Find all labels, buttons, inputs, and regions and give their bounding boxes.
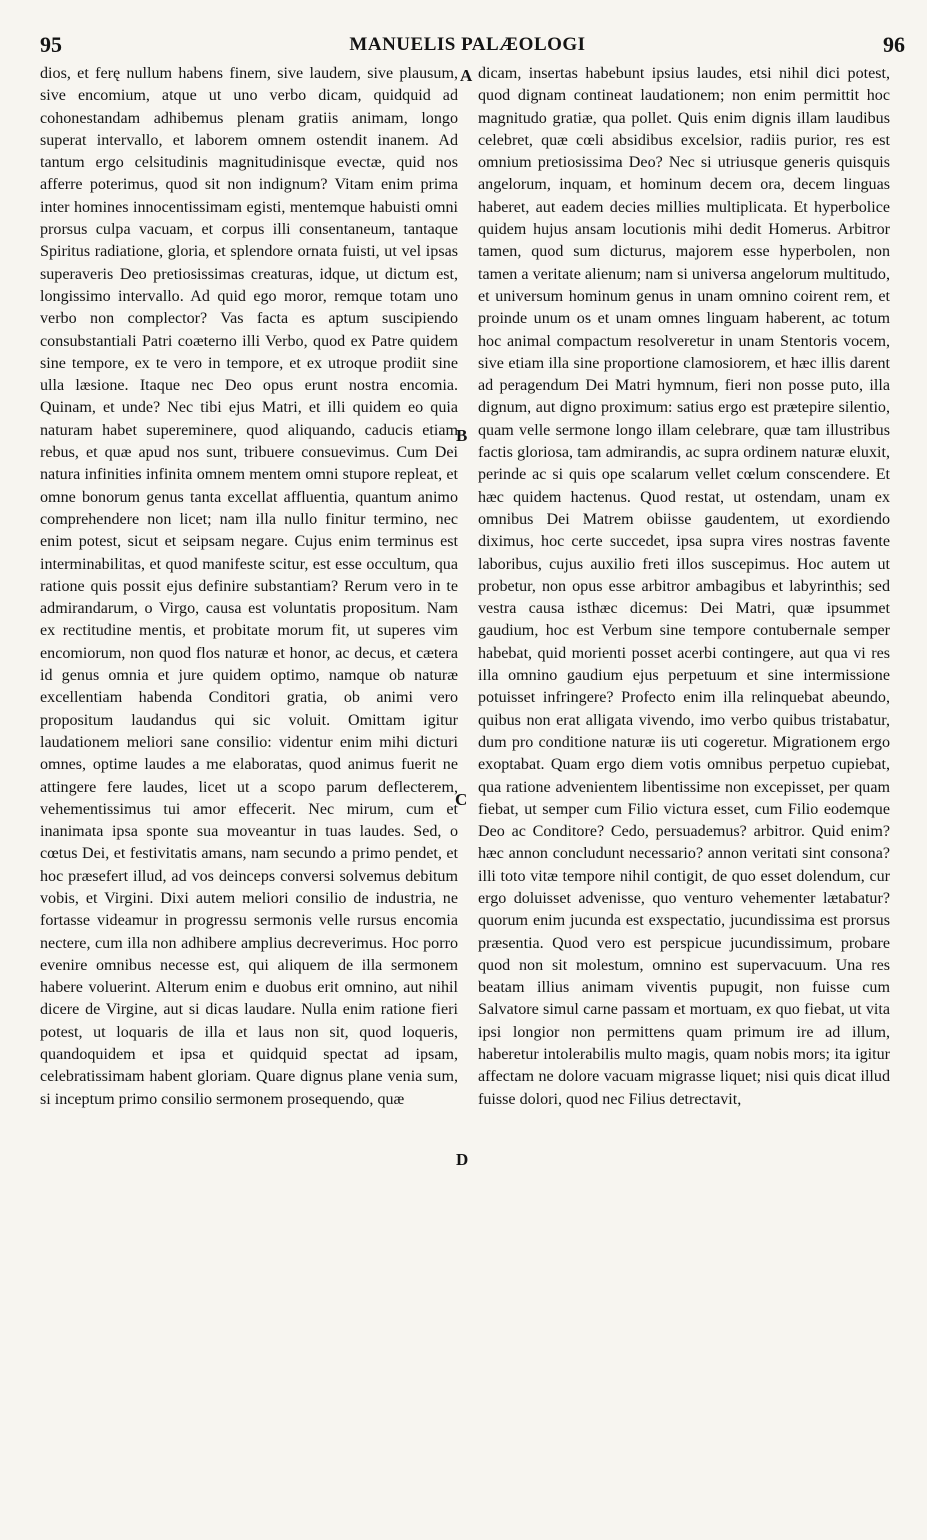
right-column-text: dicam, insertas habebunt ipsius laudes, etsi nihil dici potest, quod dignam contineat laudationem; non enim permittit hoc magnitudo gratiæ, qua pollet. Quis enim dignis illam laudibus celebret, quæ cœli absidibus excelsior, radiis purior, res est omnium pretiosissima Deo? Nec si utriusque generis quisquis angelorum, inquam, et hominum decem ora, decem linguas haberet, aut eadem decies millies multiplicata. Et hyperbolice quidem hujus ansam locutionis mihi dedit Homerus. Arbitror tamen, quod sum dicturus, majorem esse hyperbolen, non tamen a veritate alienum; nam si universa angelorum multitudo, et universum hominum genus in unam omnino coirent rem, et proinde unum os et unam omnes linguam haberent, ac totum hoc animal compactum resolveretur in unam Stentoris vocem, sive etiam illa sine proportione clamosiorem, et hæc illis darent ad peragendum Dei Matri hymnum, fieri non posse puto, illa dignum, aut digno proximum: satius ergo est prætерire silentio, quam velle sermone longo illam celebrare, quæ tam illustribus factis gloriosa, tam admirandis, ac supra ordinem naturæ eluxit, perinde ac si quis ope scalarum vellet cœlum conscendere. Et hæc quidem hactenus. Quod restat, ut ostendam, unam ex omnibus Dei Matrem obiisse gaudentem, ut exordiendo diximus, hoc certe succedet, ipsa supra vires nostras favente laboribus, cujus auxilio freti illos suscepimus. Hoc autem ut probetur, non opus esse arbitror ambagibus et labyrinthis; sed vestra causa isthæc dicemus: Dei Matri, quæ ipsummet gaudium, hoc est Verbum sine tempore contubernale semper habebat, quid morienti posset acerbi contingere, aut qua vi res illa omnino gaudium ejus perpetuum et sine intermissione potuisset infringere? Profecto enim illa relinquebat abeundo, quibus non erat alligata vivendo, imo verbo quibus tristabatur, dum pro conditione naturæ iis uti cogeretur. Migrationem ergo exoptabat. Quam ergo diem votis omnibus perpetuo cupiebat, qua ratione advenientem libentissime non excepisset, per quam fiebat, ut semper cum Filio victura esset, cum Filio eodemque Deo ac Conditore? Cedo, persuademus? arbitror. Quid enim? hæc annon concludunt necessario? annon veritati sint consona? illi toto vitæ tempore nihil contigit, de quo esset dolendum, cur ergo doluisset advenisse, quo venturo vehementer lætabatur? quorum enim jucunda est exspectatio, jucundissima est prorsus præsentia. Quod vero est perspicue jucundissimum, probare quod non sit molestum, omnino est supervacuum. Una res beatam illius animam viventis pupugit, non fuisse cum Salvatore simul carne passam et mortuam, ex quo fiebat, ut vita ipsi longior non permittens quam primum ire ad illum, haberetur intolerabilis multo magis, quam nobis mors; ita igitur affectam ne dolore vacuam migrasse liquet; nisi quis dicat illud fuisse dolori, quod nec Filius detrectavit, [478, 65, 890, 1108]
page-number-left: 95 [40, 32, 62, 57]
margin-letter-c: C [455, 790, 468, 809]
margin-letter-a: A [460, 66, 473, 85]
page-number-right: 96 [883, 32, 905, 57]
margin-letter-d: D [456, 1150, 469, 1169]
left-column-text: dios, et ferę nullum habens finem, sive laudem, sive plausum, sive encomium, atque ut uno verbo dicam, quidquid ad cohonestandam adhibemus plenam gratiis animam, longo superat intervallo, et laborem omnem ostendit inanem. Ad tantum ergo celsitudinis magnitudinisque evectæ, quid nos afferre poterimus, quod sit non indignum? Vitam enim prima inter homines innocentissimam egisti, mentemque habuisti omni prorsus culpa vacuam, et corpus illi consentaneum, tantaque Spiritus radiatione, gloria, et splendore ornata fuisti, ut vel ipsas superaveris Deo pretiosissimas creaturas, idque, ut dictum est, longissimo intervallo. Ad quid ego moror, remque totam uno verbo non complector? Vas facta es aptum suscipiendo consubstantiali Patri coæterno illi Verbo, quod ex Patre quidem sine tempore, ex te vero in tempore, et ex utroque prodiit sine ulla læsione. Itaque nec Deo opus erunt nostra encomia. Quinam, et unde? Nec tibi ejus Matri, et illi quidem eo quia naturam habet supereminere, quod aliquando, caducis etiam rebus, et quæ apud nos sunt, tribuere consuevimus. Cum Dei natura infinities infinita omnem mentem omni stupore repleat, et omne bonorum genus tanta excellat affluentia, quantum animo comprehendere non licet; nam illa nullo finitur termino, nec enim potest, sicut et seipsam negare. Cujus enim terminus est interminabilitas, et quod manifeste scitur, est esse occultum, qua ratione quis possit ejus definire substantiam? Rerum vero in te admirandarum, o Virgo, causa est voluntatis propositum. Nam ex rectitudine mentis, et probitate morum fit, ut superes vim encomiorum, non quod flos naturæ et honor, ac decus, et cætera id genus omnia et jure quidem optimo, namque ob naturæ excellentiam habenda Conditori gratia, ob animi vero propositum laudandus qui sic voluit. Omittam igitur laudationem meliori sane consilio: videntur enim mihi dicturi omnes, optime laudes a me elaboratas, quod animus fuerit ne attingere fere laudes, licet ut a scopo parum deflecterem, vehementissimus tui amor effecerit. Nec mirum, cum et inanimata ipsa sponte sua moveantur in tuas laudes. Sed, o cœtus Dei, et festivitatis amans, nam secundo a primo pendet, et hoc præsefert illud, ad vos deinceps conversi solvemus debitum vobis, et Virgini. Dixi autem meliori consilio de industria, ne fortasse videamur in progressu sermonis velle rursus encomia nectere, cum illa non adhibere amplius decreverimus. Hoc porro evenire omnibus necesse est, qui aliquem de illa sermonem habere voluerint. Alterum enim e duobus erit omnino, aut nihil dicere de Virgine, aut si dicas laudare. Nulla enim ratione fieri potest, ut loquaris de illa et laus non sit, quod loqueris, quandoquidem et ipsa et quidquid spectat ad ipsam, celebratissimam habent gloriam. Quare dignus plane venia sum, si inceptum primo consilio sermonem prosequendo, quæ [40, 65, 458, 1108]
page-header [30, 32, 905, 62]
running-title: MANUELIS PALÆOLOGI [349, 34, 586, 55]
right-column [478, 63, 890, 1523]
left-column [40, 63, 458, 1523]
margin-letter-b: B [456, 426, 468, 445]
